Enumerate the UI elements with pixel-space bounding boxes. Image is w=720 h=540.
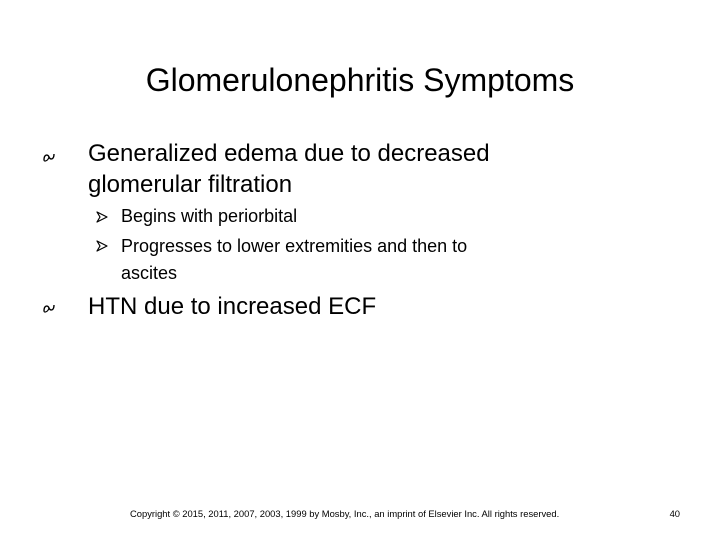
bullet-1-line-2: glomerular filtration bbox=[88, 171, 293, 198]
loop-bullet-icon bbox=[42, 150, 56, 164]
bullet-1-line-1: Generalized edema due to decreased bbox=[88, 140, 490, 167]
copyright-footer: Copyright © 2015, 2011, 2007, 2003, 1999 by Mosby, Inc., an imprint of Elsevier Inc. All rights reserved. bbox=[130, 508, 560, 519]
arrowhead-bullet-icon bbox=[96, 211, 108, 223]
slide-title: Glomerulonephritis Symptoms bbox=[145, 62, 575, 98]
page-number: 40 bbox=[669, 508, 680, 519]
loop-bullet-icon bbox=[42, 301, 56, 315]
sub-bullet-1-2-line-2: ascites bbox=[121, 263, 178, 283]
bullet-2: HTN due to increased ECF bbox=[88, 293, 377, 320]
sub-bullet-1-1: Begins with periorbital bbox=[121, 206, 298, 226]
sub-bullet-1-2-line-1: Progresses to lower extremities and then to bbox=[121, 236, 468, 256]
arrowhead-bullet-icon bbox=[96, 240, 108, 252]
